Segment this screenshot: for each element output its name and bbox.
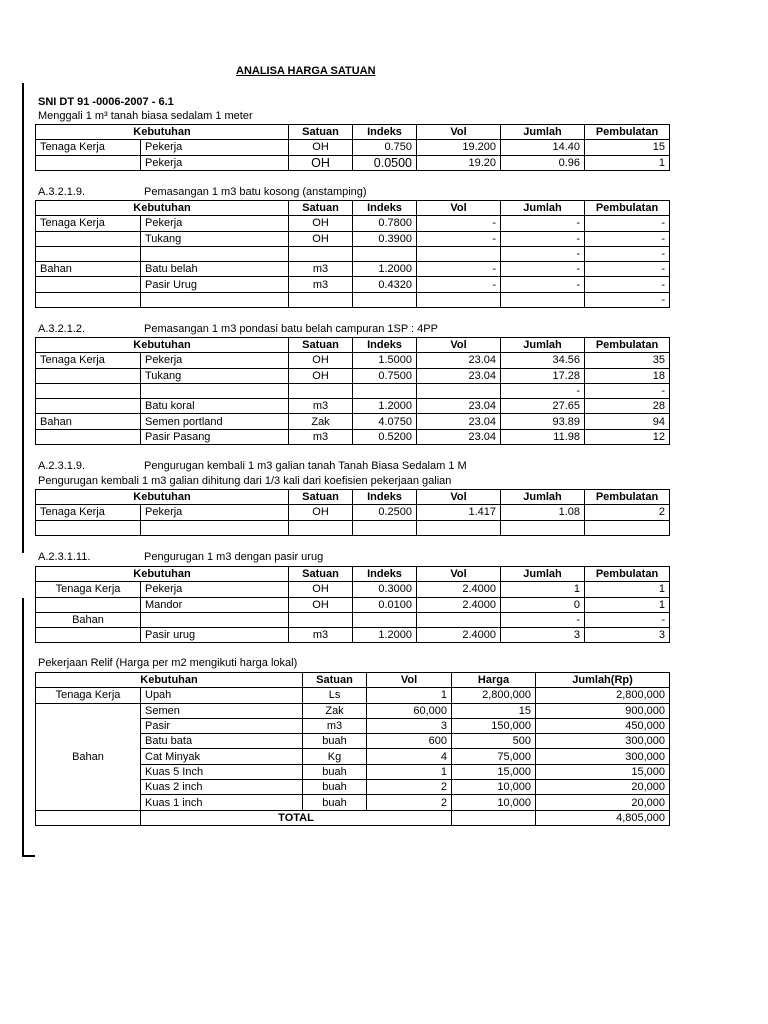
item-cell: Mandor <box>141 597 289 612</box>
column-header: Pembulatan <box>585 490 670 505</box>
table-row <box>36 262 670 277</box>
item-cell: Batu bata <box>141 734 303 749</box>
index-cell: 0.0100 <box>353 597 417 612</box>
column-header: Pembulatan <box>585 201 670 216</box>
item-cell: Batu belah <box>141 262 289 277</box>
table-row <box>36 140 670 155</box>
volume-cell <box>417 612 501 627</box>
left-margin-bar <box>22 598 24 856</box>
index-cell <box>353 246 417 261</box>
amount-cell: 93.89 <box>501 414 585 429</box>
group-cell: Tenaga Kerja <box>36 216 141 231</box>
volume-cell: - <box>417 231 501 246</box>
price-analysis-table <box>35 337 670 445</box>
group-cell <box>36 277 141 292</box>
section-code: A.3.2.1.9. <box>38 186 86 198</box>
section-heading <box>38 186 367 198</box>
table-header-row <box>36 567 670 582</box>
index-cell: 0.4320 <box>353 277 417 292</box>
price-cell: 500 <box>452 734 536 749</box>
column-header: Pembulatan <box>585 125 670 140</box>
item-cell <box>141 383 289 398</box>
unit-cell: OH <box>289 231 353 246</box>
section-title: Menggali 1 m³ tanah biasa sedalam 1 meter <box>38 110 253 122</box>
column-header: Vol <box>417 201 501 216</box>
amount-cell: - <box>501 216 585 231</box>
item-cell: Kuas 5 Inch <box>141 764 303 779</box>
empty-cell <box>36 810 141 825</box>
volume-cell: 1.417 <box>417 505 501 520</box>
volume-cell: - <box>417 277 501 292</box>
amount-cell: 11.98 <box>501 429 585 444</box>
price-analysis-table <box>35 124 670 171</box>
volume-cell <box>417 292 501 307</box>
group-cell: Tenaga Kerja <box>36 140 141 155</box>
unit-cell: buah <box>303 780 367 795</box>
amount-cell: 34.56 <box>501 353 585 368</box>
index-cell: 1.2000 <box>353 399 417 414</box>
unit-cell: m3 <box>289 277 353 292</box>
unit-cell: OH <box>289 505 353 520</box>
column-header: Satuan <box>289 338 353 353</box>
group-cell <box>36 597 141 612</box>
table-header-row <box>36 201 670 216</box>
amount-cell: 300,000 <box>536 749 670 764</box>
rounded-cell <box>585 520 670 535</box>
amount-cell: 14.40 <box>501 140 585 155</box>
volume-cell: 19.200 <box>417 140 501 155</box>
amount-cell: 0 <box>501 597 585 612</box>
table-row <box>36 505 670 520</box>
volume-cell: 60,000 <box>367 703 452 718</box>
column-header: Indeks <box>353 567 417 582</box>
volume-cell: 600 <box>367 734 452 749</box>
item-cell: Pasir <box>141 718 303 733</box>
item-cell <box>141 292 289 307</box>
price-cell: 2,800,000 <box>452 688 536 703</box>
rounded-cell: 3 <box>585 628 670 643</box>
index-cell: 0.5200 <box>353 429 417 444</box>
item-cell: Kuas 2 inch <box>141 780 303 795</box>
section-code: A.2.3.1.9. <box>38 460 86 472</box>
volume-cell: 23.04 <box>417 414 501 429</box>
price-cell: 75,000 <box>452 749 536 764</box>
price-cell: 10,000 <box>452 795 536 810</box>
item-cell: Semen portland <box>141 414 289 429</box>
section-heading <box>38 323 438 335</box>
column-header: Vol <box>417 490 501 505</box>
table-row <box>36 353 670 368</box>
column-header: Jumlah <box>501 338 585 353</box>
volume-cell <box>417 520 501 535</box>
section-note: Pengurugan kembali 1 m3 galian dihitung dari 1/3 kali dari koefisien pekerjaan galian <box>38 475 452 487</box>
index-cell: 0.7500 <box>353 368 417 383</box>
section-heading <box>38 460 467 472</box>
index-cell: 1.2000 <box>353 262 417 277</box>
amount-cell: 300,000 <box>536 734 670 749</box>
unit-cell <box>289 612 353 627</box>
unit-cell: m3 <box>289 262 353 277</box>
price-cell: 15 <box>452 703 536 718</box>
index-cell: 4.0750 <box>353 414 417 429</box>
item-cell: Pekerja <box>141 505 289 520</box>
item-cell: Pasir urug <box>141 628 289 643</box>
volume-cell <box>417 383 501 398</box>
table-row <box>36 414 670 429</box>
unit-cell <box>289 520 353 535</box>
table-row <box>36 292 670 307</box>
item-cell: Tukang <box>141 231 289 246</box>
column-header: Pembulatan <box>585 567 670 582</box>
item-cell: Pekerja <box>141 216 289 231</box>
group-cell: Tenaga Kerja <box>36 353 141 368</box>
table-row <box>36 383 670 398</box>
item-cell: Cat Minyak <box>141 749 303 764</box>
volume-cell: - <box>417 216 501 231</box>
volume-cell: 4 <box>367 749 452 764</box>
item-cell: Pekerja <box>141 155 289 170</box>
unit-cell: Zak <box>289 414 353 429</box>
column-header: Kebutuhan <box>36 338 289 353</box>
item-cell: Semen <box>141 703 303 718</box>
table-header-row <box>36 490 670 505</box>
table-row <box>36 703 670 718</box>
table-row <box>36 155 670 170</box>
group-cell <box>36 520 141 535</box>
unit-cell: m3 <box>289 628 353 643</box>
column-header: Kebutuhan <box>36 567 289 582</box>
rounded-cell: - <box>585 383 670 398</box>
unit-cell <box>289 246 353 261</box>
index-cell <box>353 292 417 307</box>
column-header: Jumlah <box>501 567 585 582</box>
section-title: Pengurugan 1 m3 dengan pasir urug <box>144 551 324 563</box>
item-cell: Pekerja <box>141 582 289 597</box>
price-analysis-table <box>35 489 670 536</box>
column-header: Jumlah(Rp) <box>536 673 670 688</box>
volume-cell <box>417 246 501 261</box>
group-cell <box>36 292 141 307</box>
rounded-cell: - <box>585 277 670 292</box>
unit-cell <box>289 383 353 398</box>
rounded-cell: - <box>585 262 670 277</box>
unit-cell: buah <box>303 764 367 779</box>
volume-cell: 2 <box>367 780 452 795</box>
amount-cell <box>501 292 585 307</box>
unit-cell: m3 <box>289 399 353 414</box>
unit-cell: buah <box>303 734 367 749</box>
index-cell: 0.2500 <box>353 505 417 520</box>
unit-cell: Zak <box>303 703 367 718</box>
unit-cell: OH <box>289 597 353 612</box>
group-cell <box>36 231 141 246</box>
volume-cell: - <box>417 262 501 277</box>
amount-cell: 3 <box>501 628 585 643</box>
price-cell: 10,000 <box>452 780 536 795</box>
group-cell <box>36 399 141 414</box>
unit-cell: OH <box>289 368 353 383</box>
left-margin-bar <box>22 83 24 553</box>
empty-cell <box>452 810 536 825</box>
column-header: Satuan <box>289 490 353 505</box>
rounded-cell: 1 <box>585 582 670 597</box>
index-cell: 0.7800 <box>353 216 417 231</box>
item-cell: Pekerja <box>141 140 289 155</box>
sni-code: SNI DT 91 -0006-2007 - 6.1 <box>38 96 174 108</box>
column-header: Indeks <box>353 125 417 140</box>
index-cell: 0.0500 <box>353 155 417 170</box>
section-code: A.3.2.1.2. <box>38 323 86 335</box>
column-header: Satuan <box>289 125 353 140</box>
index-cell: 0.3000 <box>353 582 417 597</box>
index-cell: 0.3900 <box>353 231 417 246</box>
unit-cell: m3 <box>289 429 353 444</box>
unit-cell: Kg <box>303 749 367 764</box>
index-cell: 0.750 <box>353 140 417 155</box>
amount-cell: 20,000 <box>536 780 670 795</box>
amount-cell: 2,800,000 <box>536 688 670 703</box>
section-title: Pemasangan 1 m3 pondasi batu belah campuran 1SP : 4PP <box>144 323 438 335</box>
rounded-cell: 35 <box>585 353 670 368</box>
relief-title: Pekerjaan Relif (Harga per m2 mengikuti harga lokal) <box>38 657 298 669</box>
table-row <box>36 612 670 627</box>
amount-cell: - <box>501 612 585 627</box>
column-header: Indeks <box>353 490 417 505</box>
amount-cell: 1 <box>501 582 585 597</box>
column-header: Kebutuhan <box>36 490 289 505</box>
total-row <box>36 810 670 825</box>
unit-cell: OH <box>289 155 353 170</box>
unit-cell: OH <box>289 216 353 231</box>
volume-cell: 23.04 <box>417 429 501 444</box>
group-cell <box>36 155 141 170</box>
rounded-cell: 15 <box>585 140 670 155</box>
item-cell: Pasir Pasang <box>141 429 289 444</box>
item-cell: Pekerja <box>141 353 289 368</box>
price-cell: 15,000 <box>452 764 536 779</box>
volume-cell: 1 <box>367 688 452 703</box>
group-cell <box>36 368 141 383</box>
rounded-cell: 1 <box>585 597 670 612</box>
section-code: A.2.3.1.11. <box>38 551 91 563</box>
amount-cell: 27.65 <box>501 399 585 414</box>
section-title: Pemasangan 1 m3 batu kosong (anstamping) <box>144 186 367 198</box>
group-cell <box>36 429 141 444</box>
price-cell: 150,000 <box>452 718 536 733</box>
volume-cell: 2.4000 <box>417 582 501 597</box>
table-header-row <box>36 125 670 140</box>
total-value: 4,805,000 <box>536 810 670 825</box>
table-row <box>36 520 670 535</box>
left-margin-bar-foot <box>22 855 35 857</box>
column-header: Indeks <box>353 201 417 216</box>
table-row <box>36 628 670 643</box>
column-header: Satuan <box>303 673 367 688</box>
table-row <box>36 688 670 703</box>
rounded-cell: 18 <box>585 368 670 383</box>
column-header: Kebutuhan <box>36 201 289 216</box>
item-cell <box>141 520 289 535</box>
amount-cell: 20,000 <box>536 795 670 810</box>
table-row <box>36 277 670 292</box>
section-title: Pengurugan kembali 1 m3 galian tanah Tanah Biasa Sedalam 1 M <box>144 460 467 472</box>
rounded-cell: - <box>585 612 670 627</box>
amount-cell: 900,000 <box>536 703 670 718</box>
column-header: Jumlah <box>501 201 585 216</box>
column-header: Vol <box>417 338 501 353</box>
amount-cell: 0.96 <box>501 155 585 170</box>
table-header-row <box>36 338 670 353</box>
table-row <box>36 216 670 231</box>
group-cell: Bahan <box>36 414 141 429</box>
volume-cell: 1 <box>367 764 452 779</box>
volume-cell: 3 <box>367 718 452 733</box>
column-header: Vol <box>367 673 452 688</box>
group-cell: Tenaga Kerja <box>36 688 141 703</box>
group-cell <box>36 246 141 261</box>
unit-cell: OH <box>289 353 353 368</box>
group-cell: Bahan <box>36 262 141 277</box>
unit-cell: OH <box>289 140 353 155</box>
index-cell <box>353 383 417 398</box>
total-label: TOTAL <box>141 810 452 825</box>
section-heading <box>38 551 323 563</box>
rounded-cell: 1 <box>585 155 670 170</box>
rounded-cell: 12 <box>585 429 670 444</box>
rounded-cell: - <box>585 231 670 246</box>
unit-cell: buah <box>303 795 367 810</box>
volume-cell: 2.4000 <box>417 628 501 643</box>
table-row <box>36 582 670 597</box>
table-row <box>36 429 670 444</box>
item-cell <box>141 612 289 627</box>
group-cell: Bahan <box>36 612 141 627</box>
table-header-row <box>36 673 670 688</box>
amount-cell: 1.08 <box>501 505 585 520</box>
volume-cell: 23.04 <box>417 353 501 368</box>
item-cell <box>141 246 289 261</box>
amount-cell: 15,000 <box>536 764 670 779</box>
table-row <box>36 246 670 261</box>
volume-cell: 19.20 <box>417 155 501 170</box>
amount-cell: - <box>501 231 585 246</box>
item-cell: Batu koral <box>141 399 289 414</box>
table-row <box>36 368 670 383</box>
group-cell <box>36 628 141 643</box>
volume-cell: 23.04 <box>417 368 501 383</box>
index-cell <box>353 612 417 627</box>
group-cell: Tenaga Kerja <box>36 582 141 597</box>
column-header: Jumlah <box>501 490 585 505</box>
rounded-cell: 28 <box>585 399 670 414</box>
table-row <box>36 597 670 612</box>
volume-cell: 23.04 <box>417 399 501 414</box>
unit-cell: OH <box>289 582 353 597</box>
amount-cell: - <box>501 277 585 292</box>
unit-cell <box>289 292 353 307</box>
price-analysis-table <box>35 566 670 643</box>
amount-cell: - <box>501 262 585 277</box>
column-header: Indeks <box>353 338 417 353</box>
amount-cell <box>501 520 585 535</box>
group-cell: Bahan <box>36 703 141 810</box>
index-cell <box>353 520 417 535</box>
column-header: Kebutuhan <box>36 673 303 688</box>
table-row <box>36 231 670 246</box>
price-analysis-table <box>35 200 670 308</box>
column-header: Harga <box>452 673 536 688</box>
item-cell: Kuas 1 inch <box>141 795 303 810</box>
amount-cell: 450,000 <box>536 718 670 733</box>
column-header: Pembulatan <box>585 338 670 353</box>
volume-cell: 2.4000 <box>417 597 501 612</box>
amount-cell: - <box>501 246 585 261</box>
group-cell <box>36 383 141 398</box>
index-cell: 1.2000 <box>353 628 417 643</box>
rounded-cell: 94 <box>585 414 670 429</box>
item-cell: Pasir Urug <box>141 277 289 292</box>
rounded-cell: - <box>585 246 670 261</box>
table-row <box>36 399 670 414</box>
amount-cell: 17.28 <box>501 368 585 383</box>
column-header: Satuan <box>289 567 353 582</box>
unit-cell: Ls <box>303 688 367 703</box>
index-cell: 1.5000 <box>353 353 417 368</box>
column-header: Satuan <box>289 201 353 216</box>
item-cell: Tukang <box>141 368 289 383</box>
rounded-cell: - <box>585 216 670 231</box>
volume-cell: 2 <box>367 795 452 810</box>
column-header: Vol <box>417 125 501 140</box>
column-header: Jumlah <box>501 125 585 140</box>
rounded-cell: - <box>585 292 670 307</box>
relief-cost-table <box>35 672 670 826</box>
group-cell: Tenaga Kerja <box>36 505 141 520</box>
item-cell: Upah <box>141 688 303 703</box>
column-header: Vol <box>417 567 501 582</box>
amount-cell: - <box>501 383 585 398</box>
unit-cell: m3 <box>303 718 367 733</box>
rounded-cell: 2 <box>585 505 670 520</box>
page-title: ANALISA HARGA SATUAN <box>236 65 376 77</box>
column-header: Kebutuhan <box>36 125 289 140</box>
